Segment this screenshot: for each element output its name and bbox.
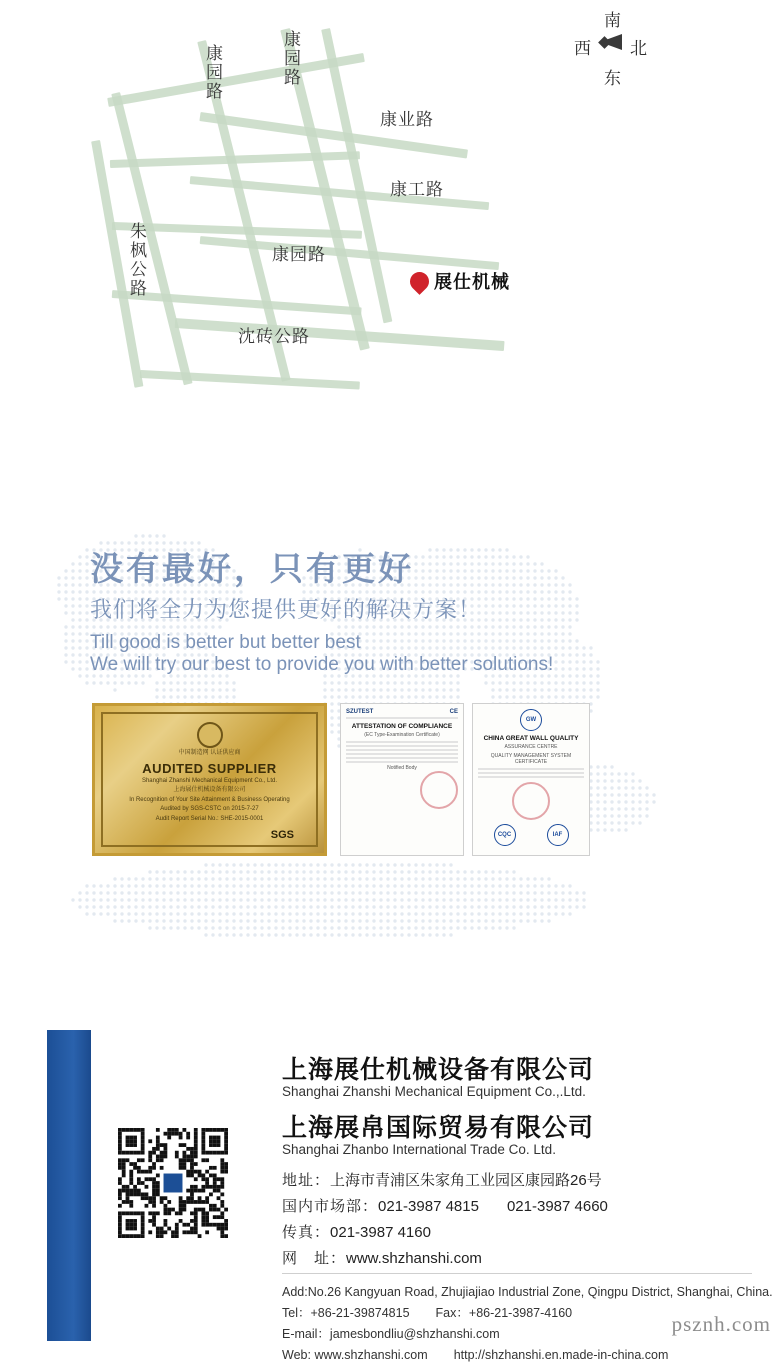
great-wall-logo-icon: GW	[520, 709, 542, 731]
divider-line	[346, 717, 458, 719]
national-emblem-icon	[197, 722, 223, 748]
road-line-v4	[321, 28, 392, 323]
certificate-org-cn: 中国制造网 认证供应商	[178, 750, 241, 756]
fax-label-cn: 传真：	[282, 1224, 331, 1241]
compass-north-label: 北	[630, 39, 647, 58]
certificate-footer: Notified Body	[387, 764, 417, 771]
email-value-en[interactable]: jamesbondliu@shzhanshi.com	[329, 1327, 500, 1341]
slogan-english-line2: We will try our best to provide you with better solutions!	[90, 654, 554, 675]
compass	[566, 6, 666, 96]
divider-line-3	[346, 745, 458, 747]
divider-line-7	[346, 761, 458, 763]
company-name-cn-secondary: 上海展帛国际贸易有限公司	[282, 1114, 595, 1142]
slogan-english-line1: Till good is better but better best	[90, 632, 361, 653]
web-value-en-2[interactable]: http://shzhanshi.en.made-in-china.com	[453, 1348, 669, 1362]
certificate-subtitle: ASSURANCE CENTRE	[504, 744, 558, 750]
web-value-en-1[interactable]: www.shzhanshi.com	[314, 1348, 428, 1362]
web-label-en: Web:	[282, 1348, 311, 1362]
company-name-en-secondary: Shanghai Zhanbo International Trade Co. Ltd.	[282, 1142, 556, 1157]
tel-value-en[interactable]: +86-21-39874815	[310, 1306, 410, 1320]
road-line-h8	[175, 318, 505, 351]
road-line-h9	[140, 370, 360, 390]
decorative-blue-bar	[47, 1030, 91, 1341]
certificate-audited-supplier[interactable]	[92, 703, 327, 856]
domestic-sales-row-cn	[282, 1194, 608, 1220]
red-stamp-icon	[420, 771, 458, 809]
fax-row-cn	[282, 1220, 608, 1246]
divider-line-4	[346, 749, 458, 751]
road-label-zhufeng: 朱枫公路	[127, 222, 146, 298]
divider-line-5	[346, 753, 458, 755]
szutest-brand: SZUTEST	[346, 709, 374, 715]
certificate-title: ATTESTATION OF COMPLIANCE	[351, 723, 453, 730]
location-map	[0, 0, 777, 450]
road-label-kangyuan-3: 康园路	[272, 245, 326, 264]
footer-contact-section	[0, 1030, 777, 1362]
road-label-kangyuan-1: 康园路	[203, 44, 222, 101]
address-value-cn: 上海市青浦区朱家角工业园区康园路26号	[330, 1172, 602, 1189]
divider-line-2	[346, 741, 458, 743]
compass-east-label: 东	[604, 69, 621, 88]
certificate-subtitle: (EC Type-Examination Certificate)	[364, 732, 440, 738]
domestic-sales-label-cn: 国内市场部：	[282, 1198, 379, 1215]
slogan-chinese-main: 没有最好，只有更好	[90, 550, 414, 587]
certificate-title: AUDITED SUPPLIER	[142, 760, 277, 776]
road-line-h1	[107, 53, 365, 107]
company-name-cn-primary: 上海展仕机械设备有限公司	[282, 1056, 595, 1084]
red-stamp-icon	[512, 782, 550, 820]
road-label-kangyuan-2: 康园路	[281, 30, 300, 87]
fax-value-en: +86-21-3987-4160	[468, 1306, 573, 1320]
qr-code-image	[118, 1128, 228, 1238]
certificate-line1: In Recognition of Your Site Attainment & Business Operating	[129, 796, 290, 803]
road-label-kanggong: 康工路	[390, 180, 444, 199]
domestic-phone-1[interactable]: 021-3987 4815	[378, 1198, 479, 1215]
map-pin-label: 展仕机械	[434, 272, 510, 292]
map-pin-icon[interactable]	[406, 268, 433, 295]
footer-divider	[282, 1273, 752, 1274]
compass-west-label: 西	[574, 39, 591, 58]
tel-label-en: Tel：	[282, 1306, 311, 1320]
website-value-cn[interactable]: www.shzhanshi.com	[346, 1250, 482, 1267]
certificate-company-en: Shanghai Zhanshi Mechanical Equipment Co., Ltd.	[141, 777, 278, 784]
slogan-section	[0, 450, 777, 1030]
web-row-en	[282, 1345, 773, 1366]
certificate-szutest[interactable]	[340, 703, 464, 856]
qr-code[interactable]	[118, 1128, 228, 1238]
compass-south-label: 南	[604, 11, 621, 30]
accreditation-logos	[478, 824, 584, 846]
road-line-h7	[112, 290, 362, 315]
certificate-line: QUALITY MANAGEMENT SYSTEM CERTIFICATE	[490, 752, 572, 765]
certificate-title: CHINA GREAT WALL QUALITY	[483, 735, 579, 742]
cqc-logo-icon: CQC	[494, 824, 516, 846]
website-row-cn	[282, 1246, 608, 1272]
certificate-header	[346, 709, 458, 715]
contact-block-chinese	[282, 1168, 608, 1272]
certificate-company-cn: 上海展仕机械设备有限公司	[173, 787, 246, 793]
road-label-kangye: 康业路	[380, 110, 434, 129]
address-row-cn	[282, 1168, 608, 1194]
certificate-line3: Audit Report Serial No.: SHE-2015-0001	[155, 815, 264, 822]
divider-line	[478, 768, 584, 770]
divider-line-6	[346, 757, 458, 759]
certificate-gallery	[92, 703, 592, 858]
address-label-cn: 地址：	[282, 1172, 331, 1189]
website-label-cn: 网 址：	[282, 1250, 347, 1267]
fax-label-en: Fax：	[435, 1306, 469, 1320]
divider-line-2	[478, 772, 584, 774]
sgs-logo: SGS	[270, 829, 294, 841]
iaf-logo-icon: IAF	[547, 824, 569, 846]
slogan-chinese-sub: 我们将全力为您提供更好的解决方案！	[90, 597, 482, 622]
divider-line-3	[478, 776, 584, 778]
domestic-phone-2[interactable]: 021-3987 4660	[506, 1198, 608, 1215]
ce-mark-icon: CE	[449, 709, 458, 715]
certificate-line2: Audited by SGS-CSTC on 2015-7-27	[160, 806, 259, 812]
road-line-h6	[200, 236, 500, 270]
watermark: psznh.com	[671, 1312, 771, 1336]
company-name-en-primary: Shanghai Zhanshi Mechanical Equipment Co.,.Ltd.	[282, 1084, 586, 1099]
certificate-quality-management[interactable]	[472, 703, 590, 856]
fax-value-cn: 021-3987 4160	[330, 1224, 431, 1241]
email-label-en: E-mail：	[282, 1327, 330, 1341]
road-label-shenzhuan: 沈砖公路	[238, 327, 310, 346]
address-row-en: Add:No.26 Kangyuan Road, Zhujiajiao Industrial Zone, Qingpu District, Shanghai, China.	[282, 1285, 773, 1299]
